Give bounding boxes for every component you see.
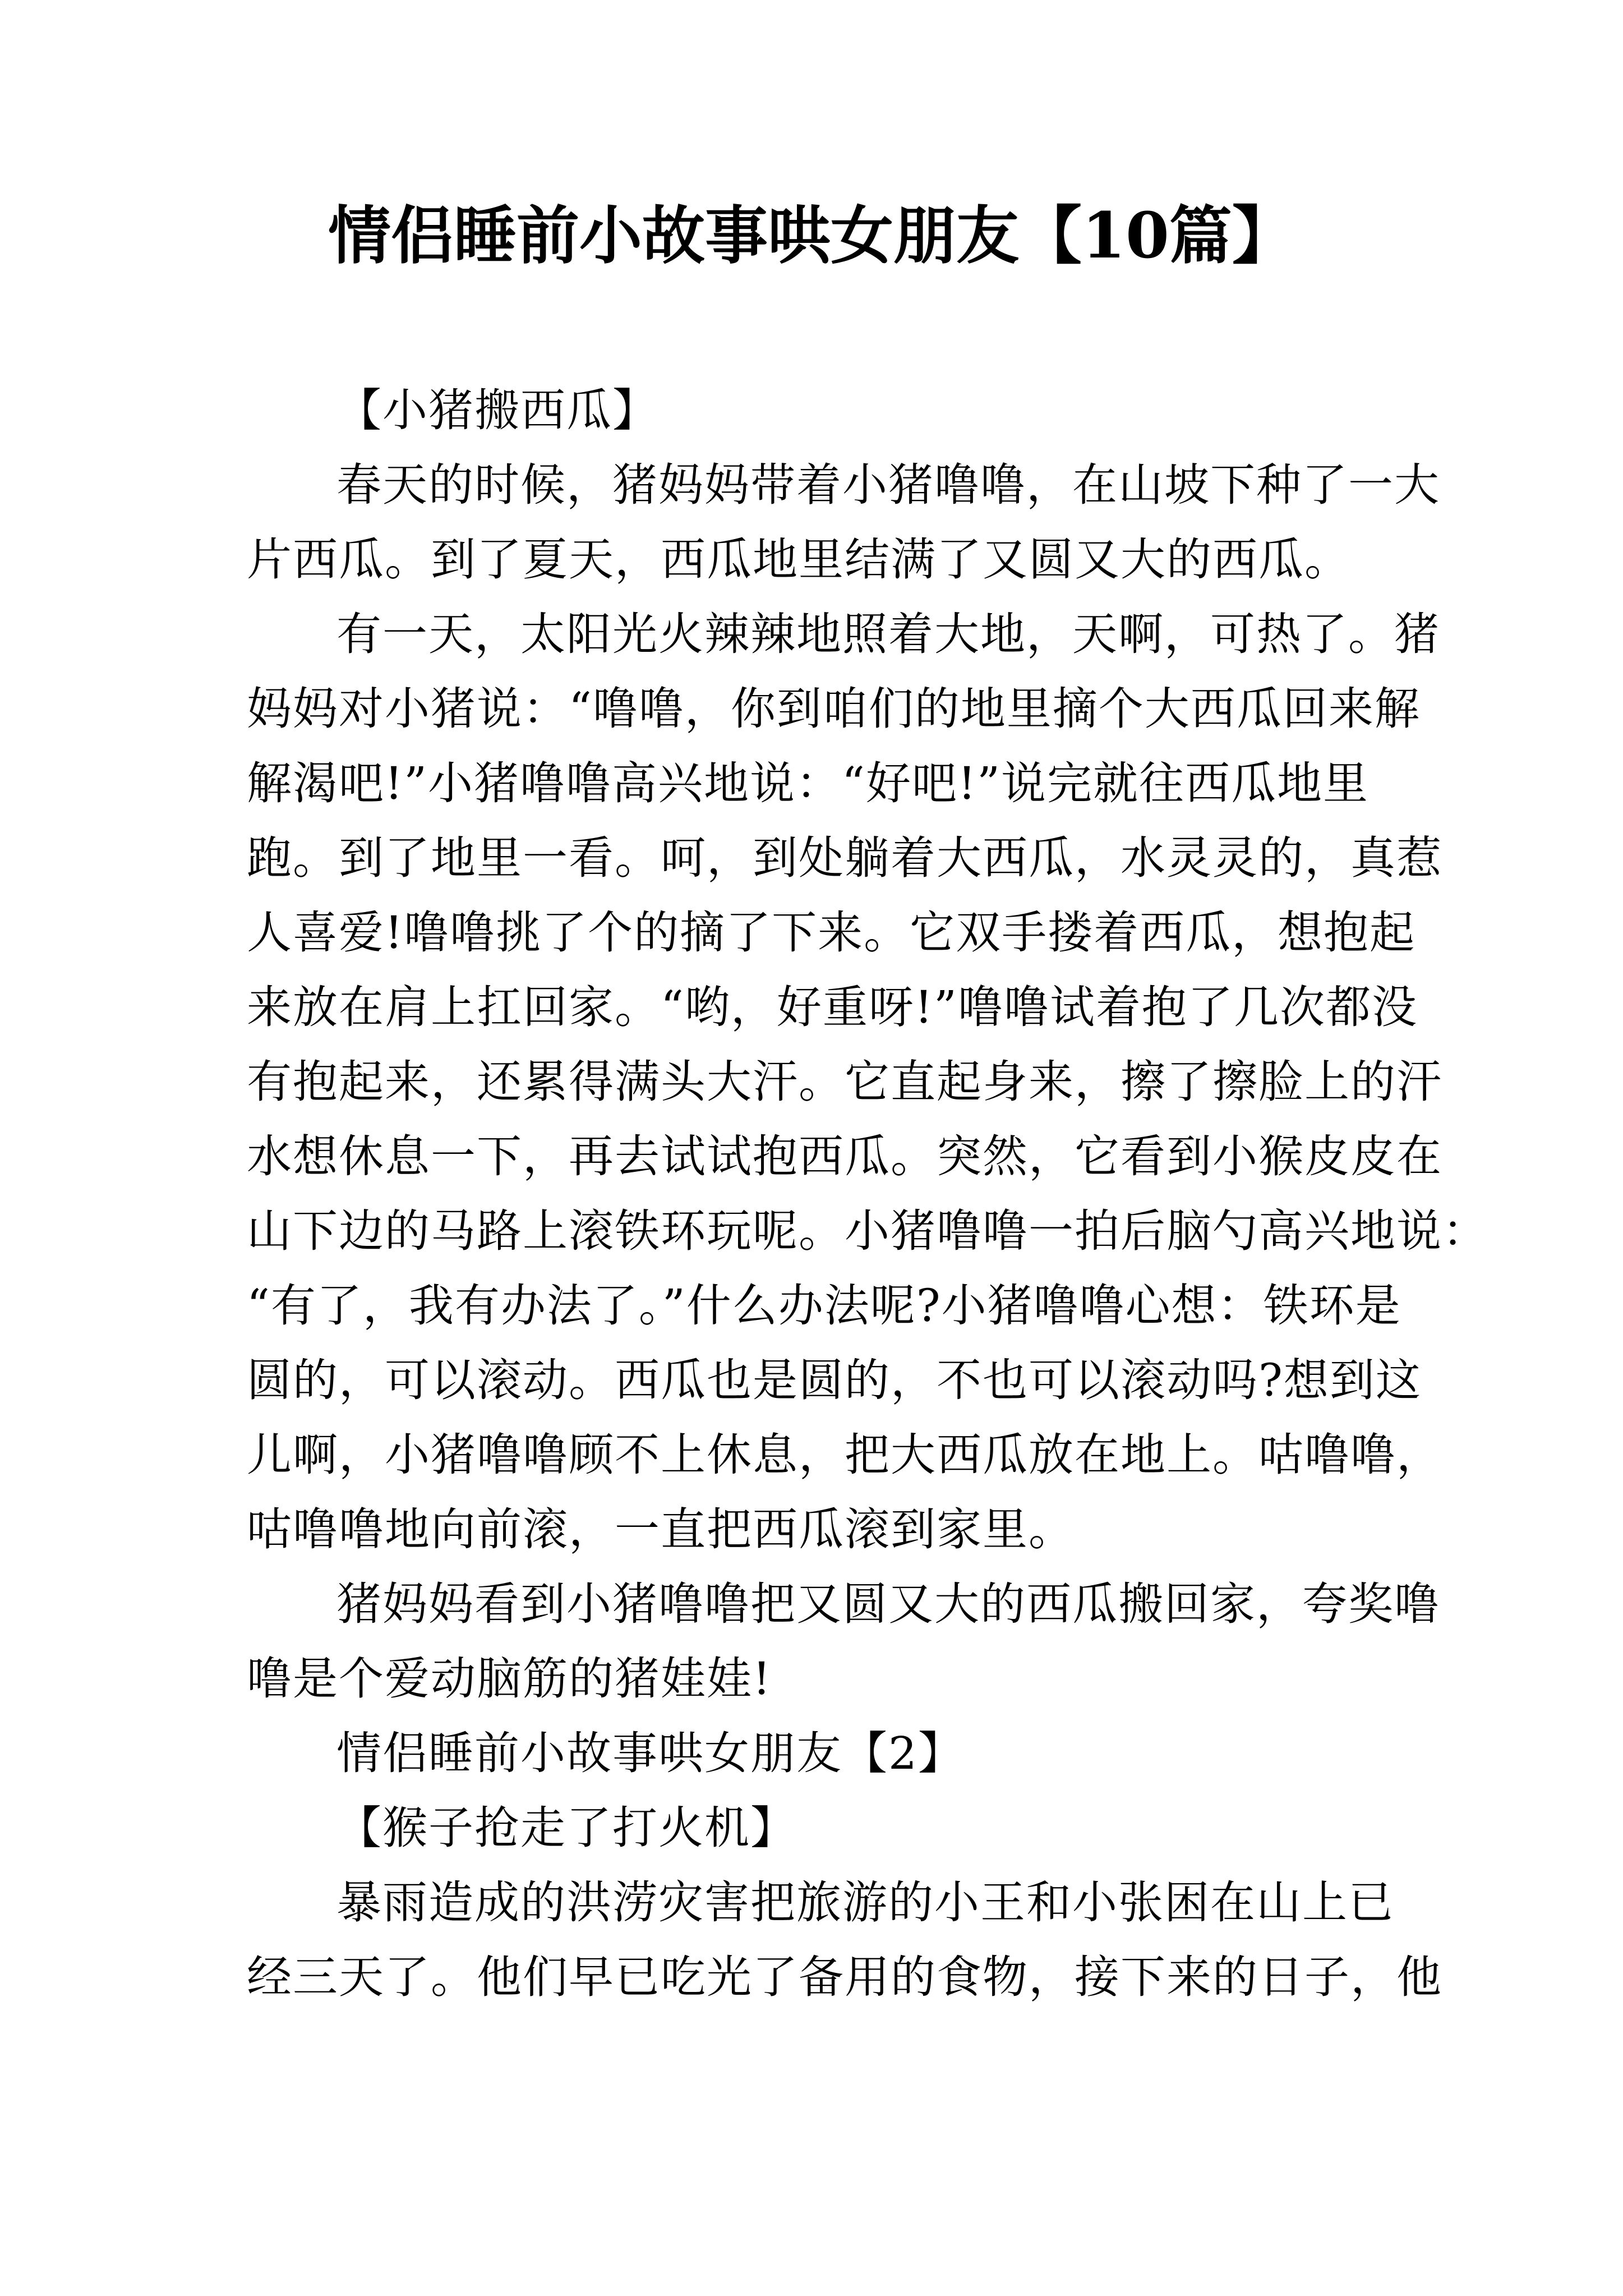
paragraph-line: “有了，我有办法了。”什么办法呢?小猪噜噜心想：铁环是 [247,1280,1401,1332]
paragraph-line: 来放在肩上扛回家。“哟，好重呀!”噜噜试着抱了几次都没 [247,981,1418,1033]
paragraph-line: 圆的，可以滚动。西瓜也是圆的，不也可以滚动吗?想到这 [247,1354,1422,1406]
document-title: 情侣睡前小故事哄女朋友【10篇】 [328,199,1295,273]
paragraph-line: 春天的时候，猪妈妈带着小猪噜噜，在山坡下种了一大 [336,459,1440,511]
paragraph-line: 噜是个爱动脑筋的猪娃娃! [247,1653,772,1705]
paragraph-line: 妈妈对小猪说：“噜噜，你到咱们的地里摘个大西瓜回来解 [247,683,1421,735]
paragraph-line: 解渴吧!”小猪噜噜高兴地说：“好吧!”说完就往西瓜地里 [247,757,1369,809]
paragraph-line: 咕噜噜地向前滚，一直把西瓜滚到家里。 [247,1503,1075,1556]
paragraph-line: 有一天，太阳光火辣辣地照着大地，天啊，可热了。猪 [336,608,1440,660]
paragraph-line: 片西瓜。到了夏天，西瓜地里结满了又圆又大的西瓜。 [247,533,1350,586]
paragraph-line: 跑。到了地里一看。呵，到处躺着大西瓜，水灵灵的，真惹 [247,832,1442,884]
paragraph-line: 有抱起来，还累得满头大汗。它直起身来，擦了擦脸上的汗 [247,1056,1442,1108]
paragraph-line: 水想休息一下，再去试试抱西瓜。突然，它看到小猴皮皮在 [247,1130,1442,1182]
document-body [247,373,1488,2014]
section-subtitle: 情侣睡前小故事哄女朋友【2】 [336,1727,964,1779]
paragraph-line: 山下边的马路上滚铁环玩呢。小猪噜噜一拍后脑勺高兴地说： [247,1205,1488,1257]
section-heading: 【小猪搬西瓜】 [336,384,658,436]
paragraph-line: 猪妈妈看到小猪噜噜把又圆又大的西瓜搬回家，夸奖噜 [336,1578,1440,1630]
section-heading: 【猴子抢走了打火机】 [336,1802,796,1854]
paragraph-line: 儿啊，小猪噜噜顾不上休息，把大西瓜放在地上。咕噜噜， [247,1429,1442,1481]
paragraph-line: 经三天了。他们早已吃光了备用的食物，接下来的日子，他 [247,1951,1442,2003]
paragraph-line: 暴雨造成的洪涝灾害把旅游的小王和小张困在山上已 [336,1876,1394,1929]
paragraph-line: 人喜爱!噜噜挑了个的摘了下来。它双手搂着西瓜，想抱起 [247,907,1416,959]
